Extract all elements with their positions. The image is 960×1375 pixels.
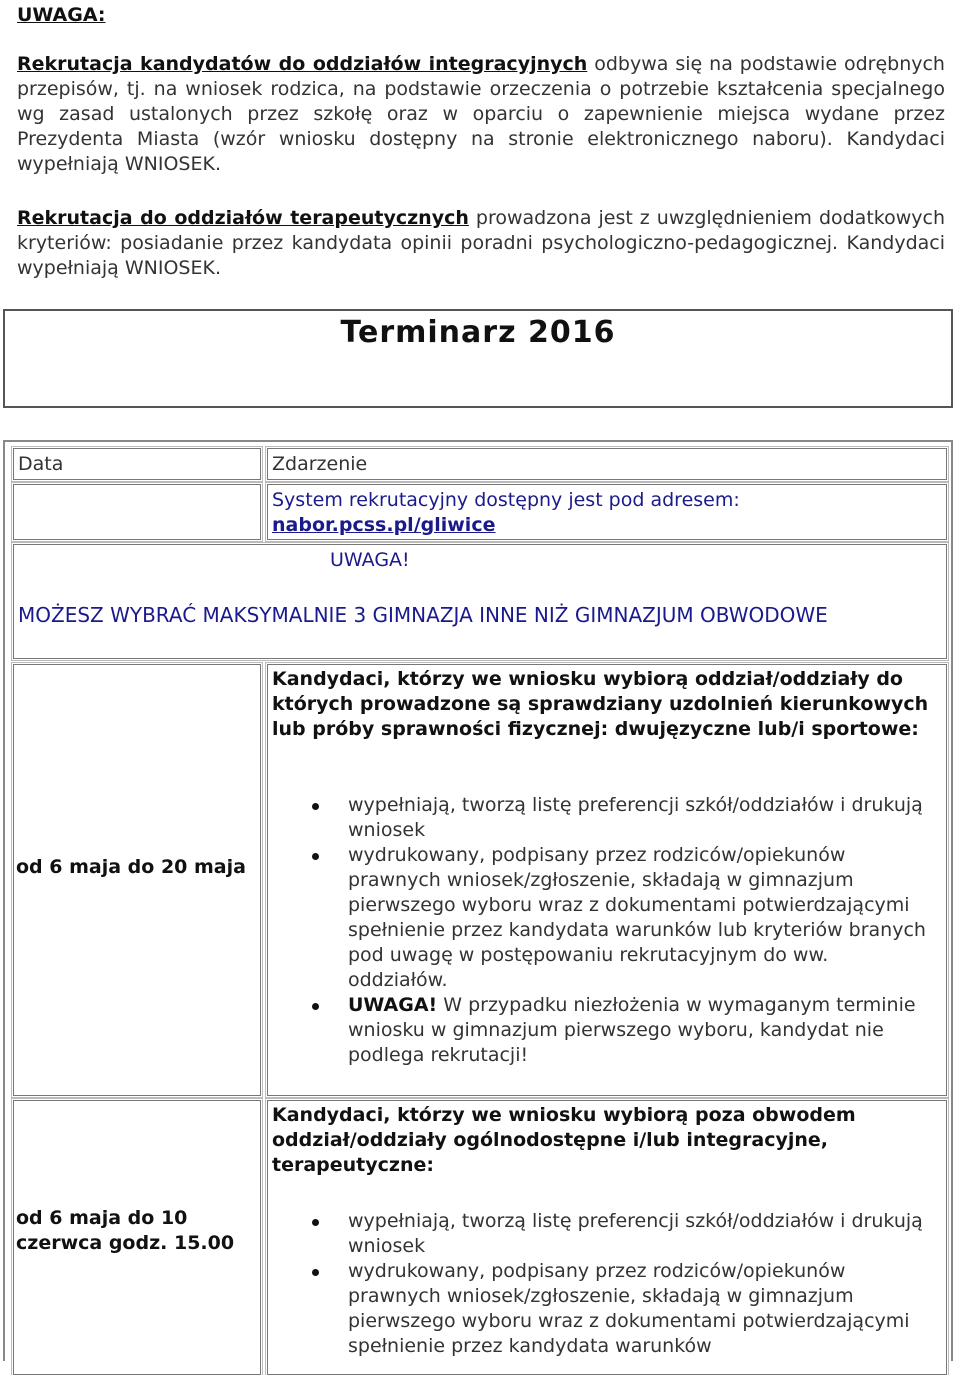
row2-step-2: wydrukowany, podpisany przez rodziców/opiekunów prawnych wniosek/zgłoszenie, składają w gimnazjum pierwszego wyboru wraz z dokumentami potwierdzającymi spełnienie przez kandydata warunków — [348, 1259, 933, 1359]
schedule-title-box — [3, 309, 953, 408]
warning-cell — [13, 544, 947, 659]
integration-title: Rekrutacja kandydatów do oddziałów integracyjnych — [17, 53, 588, 75]
row1-steps — [348, 793, 933, 1068]
header-date: Data — [18, 453, 64, 475]
system-info: System rekrutacyjny dostępny jest pod adresem: — [272, 489, 740, 511]
row1-step-1: wypełniają, tworzą listę preferencji szkół/oddziałów i drukują wniosek — [348, 793, 933, 843]
row2-date-cell — [13, 1100, 261, 1375]
header-date-cell — [13, 448, 261, 480]
therapy-title: Rekrutacja do oddziałów terapeutycznych — [17, 207, 469, 229]
system-event-cell — [267, 484, 947, 540]
row2-event-cell — [267, 1100, 947, 1375]
therapy-paragraph — [17, 206, 945, 281]
integration-text: odbywa się na podstawie odrębnych przepisów, tj. na wniosek rodzica, na podstawie orzeczenia o potrzebie kształcenia specjalnego wg zasad ustalonych przez szkołę oraz w oparciu o zapewnienie miejsca wydane przez Prezydenta Miasta (wzór wniosku dostępny na stronie elektronicznego naboru). Kandydaci wypełniają WNIOSEK. — [17, 53, 945, 175]
row1-heading: Kandydaci, którzy we wniosku wybiorą oddział/oddziały do których prowadzone są sprawdziany uzdolnień kierunkowych lub próby sprawności fizycznej: dwujęzyczne lub/i sportowe: — [272, 668, 929, 740]
integration-paragraph — [17, 52, 945, 177]
warning-text: MOŻESZ WYBRAĆ MAKSYMALNIE 3 GIMNAZJA INNE NIŻ GIMNAZJUM OBWODOWE — [18, 603, 828, 627]
system-date-cell — [13, 484, 261, 540]
row2-date: od 6 maja do 10 czerwca godz. 15.00 — [16, 1207, 235, 1254]
row1-step-3 — [348, 993, 933, 1068]
header-event: Zdarzenie — [272, 453, 368, 475]
notice-heading: UWAGA: — [17, 4, 106, 26]
therapy-text: prowadzona jest z uwzględnieniem dodatkowych kryteriów: posiadanie przez kandydata opinii poradni psychologiczno-pedagogicznej. Kandydaci wypełniają WNIOSEK. — [17, 207, 946, 279]
row2-step-1: wypełniają, tworzą listę preferencji szkół/oddziałów i drukują wniosek — [348, 1209, 933, 1259]
row1-step-3-label: UWAGA! — [348, 994, 438, 1016]
header-event-cell — [267, 448, 947, 480]
row1-event-cell — [267, 664, 947, 1096]
row1-date: od 6 maja do 20 maja — [16, 856, 246, 878]
row1-step-3-text: W przypadku niezłożenia w wymaganym terminie wniosku w gimnazjum pierwszego wyboru, kandydat nie podlega rekrutacji! — [348, 994, 916, 1066]
row1-step-2: wydrukowany, podpisany przez rodziców/opiekunów prawnych wniosek/zgłoszenie, składają w gimnazjum pierwszego wyboru wraz z dokumentami potwierdzającymi spełnienie przez kandydata warunków lub kryteriów branych pod uwagę w postępowaniu rekrutacyjnym do ww. oddziałów. — [348, 843, 933, 993]
warning-label: UWAGA! — [330, 549, 410, 571]
row2-heading: Kandydaci, którzy we wniosku wybiorą poza obwodem oddział/oddziały ogólnodostępne i/lub integracyjne, terapeutyczne: — [272, 1104, 856, 1176]
schedule-title: Terminarz 2016 — [340, 315, 616, 350]
row1-date-cell — [13, 664, 261, 1096]
row2-steps — [348, 1209, 933, 1359]
system-link[interactable]: nabor.pcss.pl/gliwice — [272, 514, 496, 536]
schedule-table — [3, 440, 953, 1361]
